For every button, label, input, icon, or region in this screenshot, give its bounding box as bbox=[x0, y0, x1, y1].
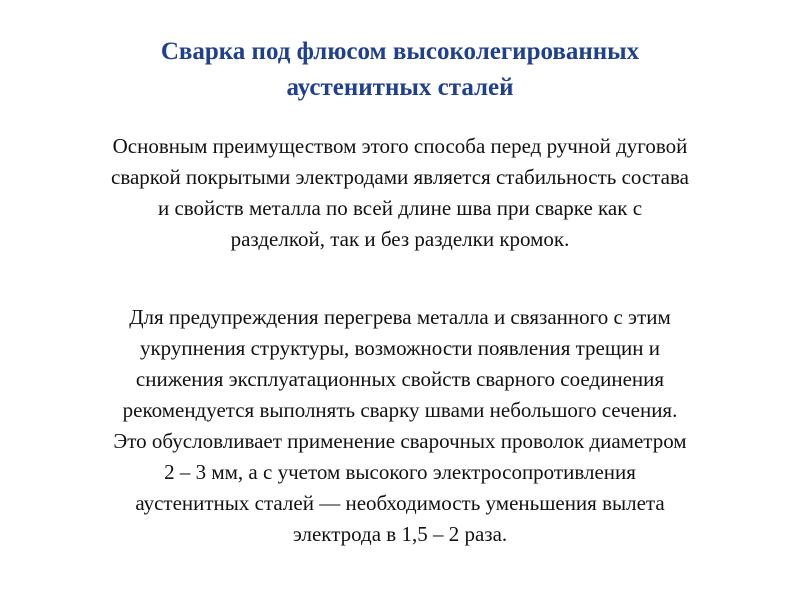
paragraph-line: снижения эксплуатационных свойств сварного соединения bbox=[135, 367, 665, 391]
paragraph-line: рекомендуется выполнять сварку швами небольшого сечения. bbox=[122, 398, 678, 422]
paragraph-line: укрупнения структуры, возможности появления трещин и bbox=[139, 336, 661, 360]
paragraph-line: Основным преимуществом этого способа перед ручной дуговой bbox=[112, 134, 688, 158]
paragraph-line: сваркой покрытыми электродами является стабильность состава bbox=[111, 165, 689, 189]
slide-title-line: аустенитных сталей bbox=[286, 74, 514, 101]
body-paragraph-recommendation bbox=[20, 302, 780, 550]
body-paragraph-advantage bbox=[20, 131, 780, 255]
paragraph-line: 2 – 3 мм, а с учетом высокого электросопротивления bbox=[164, 460, 636, 484]
slide-title-line: Сварка под флюсом высоколегированных bbox=[160, 38, 640, 65]
paragraph-line: и свойств металла по всей длине шва при сварке как с bbox=[157, 196, 643, 220]
paragraph-line: разделкой, так и без разделки кромок. bbox=[230, 227, 570, 251]
slide-title bbox=[40, 34, 760, 106]
paragraph-line: Для предупреждения перегрева металла и связанного с этим bbox=[129, 305, 671, 329]
paragraph-line: Это обусловливает применение сварочных проволок диаметром bbox=[113, 429, 687, 453]
paragraph-line: аустенитных сталей — необходимость уменьшения вылета bbox=[135, 491, 665, 515]
paragraph-line: электрода в 1,5 – 2 раза. bbox=[292, 522, 508, 546]
